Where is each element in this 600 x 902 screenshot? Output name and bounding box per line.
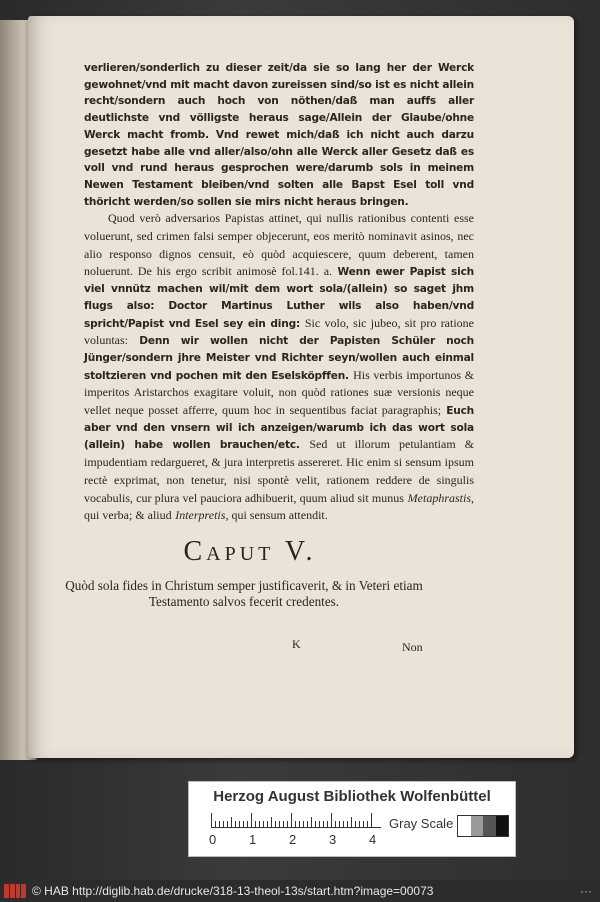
ruler-tick xyxy=(255,821,256,827)
ruler-tick xyxy=(243,821,244,827)
ruler-tick xyxy=(271,817,272,827)
color-calibration-card xyxy=(188,781,516,857)
ruler-tick xyxy=(267,821,268,827)
chapter-heading: CAPUT V. xyxy=(183,536,317,567)
gray-swatch xyxy=(496,816,509,836)
ruler-tick xyxy=(215,821,216,827)
library-name: Herzog August Bibliothek Wolfenbüttel xyxy=(213,788,491,805)
viewer-footer xyxy=(0,880,600,902)
ruler-tick xyxy=(263,821,264,827)
ruler-tick xyxy=(299,821,300,827)
ruler-tick xyxy=(339,821,340,827)
ruler-tick xyxy=(359,821,360,827)
ruler-tick xyxy=(235,821,236,827)
ruler-tick xyxy=(295,821,296,827)
ruler-label: 4 xyxy=(369,832,377,847)
latin-paragraph: Quod verò adversarios Papistas attinet, qui nullis rationibus contenti esse voluerunt, sed crimen falsi semper objecerunt, eos meritò nominavit asinos, nec alio responso dignos censuit, eò quòd acquiescere, quum deberent, tamen noluerunt. De his ergo scribit animosè fol.141. a. Wenn ewer Papist sich viel vnnütz machen wil/mit dem wort sola/(allein) so saget jhm flugs also: Doctor Martinus Luther wils also haben/vnd spricht/Papist vnd Esel sey ein ding: Sic volo, sic jubeo, sit pro ratione voluntas: Denn wir wollen nicht der Papisten Schüler noch Jünger/sondern jhre Meister vnd Richter seyn/wollen auch einmal stoltzieren vnd pochen mit den Eselsköpffen. His verbis importunos & imperitos Aristarchos exagitare voluit, non quòd rationes suæ versionis neque vellet neque posset afferre, quum hoc in sequentibus faciat paragraphis; Euch aber vnd den vnsern wil ich anzeigen/warumb ich das wort sola (allein) habe wollen brauchen/etc. Sed ut illorum petulantiam & impudentiam redargueret, & jura interpretis assereret. Hic enim si sensum ipsum rectè exprimat, non tenetur, nisi spontè velit, rationem reddere de singulis vocabulis, cur plura vel pauciora adhibuerit, quum aliud sit munus Metaphrastis, qui verba; & aliud Interpretis, qui sensum attendit. xyxy=(84,211,475,523)
copyright-url[interactable]: © HAB http://diglib.hab.de/drucke/318-13-theol-13s/start.htm?image=00073 xyxy=(32,884,434,898)
ruler-tick xyxy=(219,821,220,827)
ruler-labels xyxy=(203,832,383,848)
gray-swatch xyxy=(458,816,471,836)
ruler-tick xyxy=(247,821,248,827)
ruler-tick xyxy=(315,821,316,827)
ruler-tick xyxy=(287,821,288,827)
ruler-tick xyxy=(275,821,276,827)
ruler-tick xyxy=(279,821,280,827)
ruler-label: 0 xyxy=(209,832,217,847)
gray-scale-label: Gray Scale xyxy=(389,816,454,831)
ruler-tick xyxy=(291,813,292,827)
book-page xyxy=(28,16,574,758)
ruler-tick xyxy=(259,821,260,827)
body-text xyxy=(84,60,474,525)
ruler-label: 2 xyxy=(289,832,297,847)
metaphrastis-term: Metaphrastis xyxy=(407,490,471,505)
ruler-tick xyxy=(355,821,356,827)
signature-mark: K xyxy=(292,637,301,651)
more-options-icon[interactable]: ··· xyxy=(580,884,592,898)
ruler-tick xyxy=(283,821,284,827)
ruler-tick xyxy=(367,821,368,827)
ruler-tick xyxy=(303,821,304,827)
gray-scale-swatches xyxy=(457,815,509,837)
ruler-tick xyxy=(335,821,336,827)
ruler-tick xyxy=(371,813,372,827)
interpretis-term: Interpretis xyxy=(175,508,226,523)
ruler-label: 3 xyxy=(329,832,337,847)
ruler-tick xyxy=(323,821,324,827)
ruler-tick xyxy=(327,821,328,827)
ruler-tick xyxy=(227,821,228,827)
ruler-tick xyxy=(239,821,240,827)
ruler-tick xyxy=(307,821,308,827)
scale-ruler xyxy=(211,814,381,828)
gray-swatch xyxy=(471,816,484,836)
ruler-tick xyxy=(351,817,352,827)
german-paragraph: verlieren/sonderlich zu dieser zeit/da sie so lang her der Werck gewohnet/vnd mit macht davon zureissen sind/so ist es nicht allein recht/sondern auch hoch von nöthen/daß man auffs aller deutlichste vnd völligste heraus sage/Allein der Glaube/ohne Werck macht fromb. Vnd rewet mich/daß ich nicht auch darzu gesetzt habe alle vnd aller/also/ohn alle Werck aller Gesetz daß es voll vnd rund heraus gesprochen were/darumb sols in meinem Newen Testament bleiben/vnd solten alle Bapst Esel toll vnd thöricht werden/so sollen sie mirs nicht heraus bringen. xyxy=(84,62,474,208)
ruler-tick xyxy=(311,817,312,827)
ruler-tick xyxy=(211,813,212,827)
ruler-tick xyxy=(363,821,364,827)
ruler-tick xyxy=(231,817,232,827)
hab-logo-icon xyxy=(4,884,26,898)
ruler-tick xyxy=(223,821,224,827)
ruler-tick xyxy=(331,813,332,827)
ruler-tick xyxy=(251,813,252,827)
ruler-tick xyxy=(347,821,348,827)
ruler-label: 1 xyxy=(249,832,257,847)
ruler-tick xyxy=(319,821,320,827)
gray-swatch xyxy=(483,816,496,836)
chapter-subtitle: Quòd sola fides in Christum semper justificaverit, & in Veteri etiam Testamento salvos fecerit credentes. xyxy=(65,578,423,609)
catchword: Non xyxy=(402,640,423,654)
ruler-tick xyxy=(343,821,344,827)
